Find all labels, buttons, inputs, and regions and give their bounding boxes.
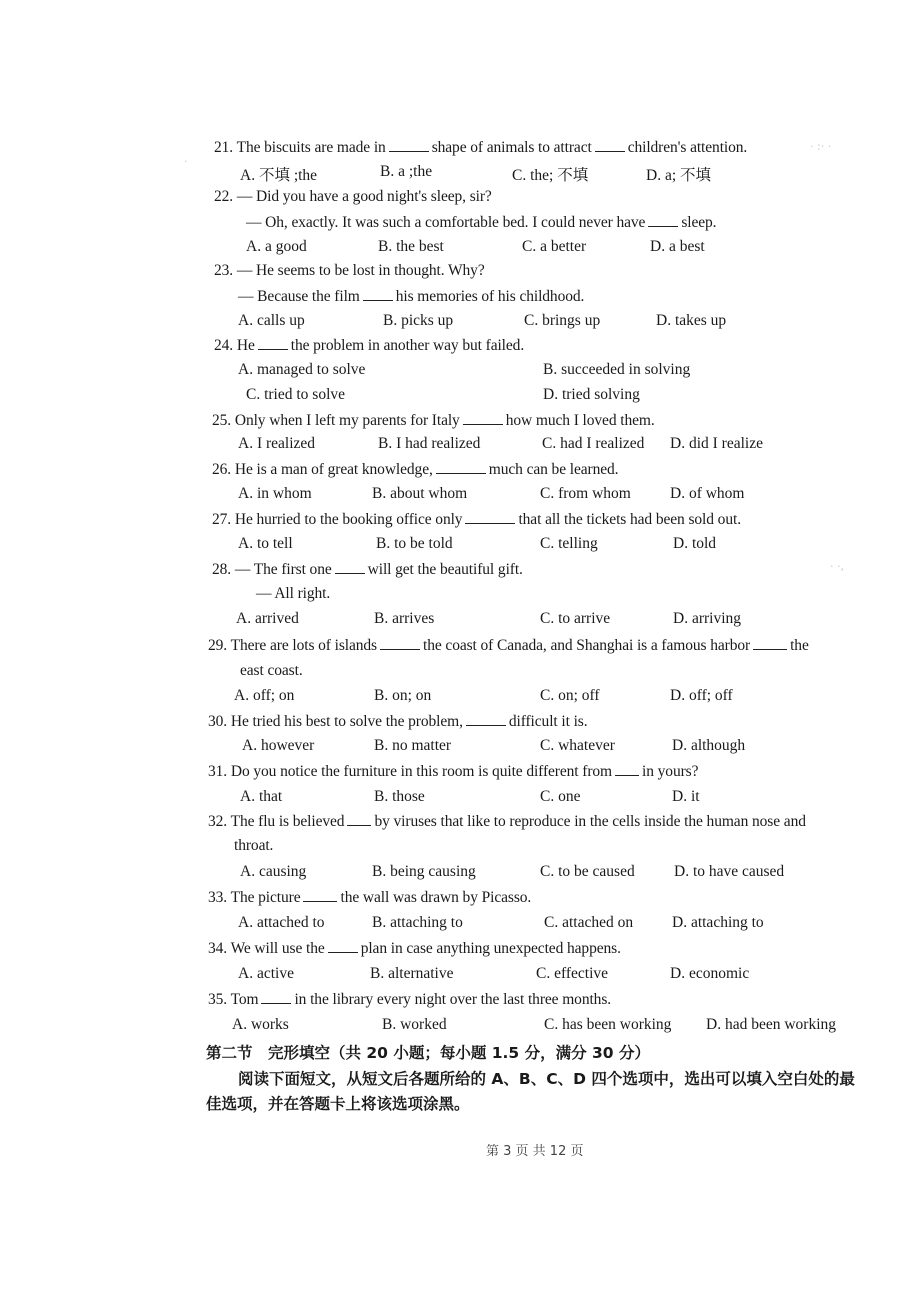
- option-d: D. a best: [650, 238, 705, 255]
- scan-noise: ·: [184, 155, 188, 168]
- question-text: 29. There are lots of islands: [208, 637, 377, 654]
- question-32-line2: throat.: [234, 837, 274, 854]
- option-d: D. it: [672, 788, 700, 805]
- question-33: [208, 888, 531, 907]
- option-a: A. a good: [246, 238, 307, 255]
- question-22: 22. — Did you have a good night's sleep, sir?: [214, 188, 492, 205]
- question-text: children's attention.: [627, 139, 748, 156]
- option-a: A. attached to: [238, 914, 325, 931]
- option-a: A. calls up: [238, 312, 305, 329]
- question-text: the: [790, 637, 809, 654]
- option-c: C. has been working: [544, 1016, 672, 1033]
- option-b: B. those: [374, 788, 425, 805]
- option-c: C. had I realized: [542, 435, 645, 452]
- option-a: A. active: [238, 965, 294, 982]
- question-22-reply: [246, 213, 716, 232]
- option-a: A. I realized: [238, 435, 316, 452]
- option-a: A. causing: [240, 863, 307, 880]
- option-d: D. told: [673, 535, 717, 552]
- question-text: that all the tickets had been sold out.: [518, 511, 741, 528]
- question-text: by viruses that like to reproduce in the cells inside the human nose and: [374, 813, 806, 830]
- question-23-reply: [238, 287, 584, 306]
- option-c: C. from whom: [540, 485, 631, 502]
- option-a: A. in whom: [238, 485, 312, 502]
- question-text: the wall was drawn by Picasso.: [340, 889, 532, 906]
- option-a: A. to tell: [238, 535, 293, 552]
- option-c: C. to be caused: [540, 863, 635, 880]
- option-d: D. economic: [670, 965, 750, 982]
- question-text: — Because the film: [238, 288, 360, 305]
- page-number: 第 3 页 共 12 页: [486, 1144, 584, 1159]
- option-b: B. I had realized: [378, 435, 481, 452]
- question-text: 33. The picture: [208, 889, 301, 906]
- question-text: 35. Tom: [208, 991, 259, 1008]
- answer-blank: [261, 990, 291, 1004]
- question-text: 26. He is a man of great knowledge,: [212, 461, 433, 478]
- option-b: B. on; on: [374, 687, 432, 704]
- question-text: his memories of his childhood.: [395, 288, 585, 305]
- answer-blank: [648, 213, 678, 227]
- question-29-line2: east coast.: [240, 662, 303, 679]
- question-30: [208, 712, 587, 731]
- option-c: C. telling: [540, 535, 598, 552]
- option-d: D. arriving: [673, 610, 742, 627]
- question-31: [208, 762, 698, 781]
- question-text: 21. The biscuits are made in: [214, 139, 386, 156]
- option-b: B. picks up: [383, 312, 454, 329]
- scan-noise: · :· ·: [810, 140, 832, 153]
- option-c: C. whatever: [540, 737, 615, 754]
- question-25: [212, 411, 655, 430]
- option-b: B. about whom: [372, 485, 468, 502]
- option-d: D. takes up: [656, 312, 727, 329]
- answer-blank: [436, 460, 486, 474]
- question-text: 27. He hurried to the booking office only: [212, 511, 463, 528]
- option-b: B. to be told: [376, 535, 453, 552]
- option-c: C. to arrive: [540, 610, 611, 627]
- section-instruction-cont: 佳选项，并在答题卡上将该选项涂黑。: [206, 1095, 470, 1113]
- option-b: B. being causing: [372, 863, 476, 880]
- question-23: 23. — He seems to be lost in thought. Why?: [214, 262, 485, 279]
- option-b: B. attaching to: [372, 914, 463, 931]
- option-c: C. the; 不填: [512, 167, 589, 184]
- option-d: D. a; 不填: [646, 167, 712, 184]
- answer-blank: [466, 712, 506, 726]
- question-text: in the library every night over the last three months.: [294, 991, 612, 1008]
- question-text: 24. He: [214, 337, 255, 354]
- option-d: D. attaching to: [672, 914, 764, 931]
- question-text: will get the beautiful gift.: [367, 561, 523, 578]
- option-d: D. did I realize: [670, 435, 763, 452]
- option-b: B. a ;the: [380, 163, 433, 180]
- answer-blank: [303, 888, 337, 902]
- question-text: 28. — The first one: [212, 561, 332, 578]
- question-29: [208, 636, 809, 655]
- option-c: C. effective: [536, 965, 609, 982]
- question-28: [212, 560, 523, 579]
- option-d: D. although: [672, 737, 746, 754]
- answer-blank: [595, 138, 625, 152]
- answer-blank: [347, 812, 371, 826]
- answer-blank: [258, 336, 288, 350]
- question-text: the problem in another way but failed.: [290, 337, 525, 354]
- option-b: B. worked: [382, 1016, 447, 1033]
- question-text: how much I loved them.: [505, 412, 655, 429]
- question-26: [212, 460, 618, 479]
- question-text: 25. Only when I left my parents for Italy: [212, 412, 460, 429]
- question-35: [208, 990, 611, 1009]
- answer-blank: [328, 939, 358, 953]
- question-text: sleep.: [681, 214, 717, 231]
- option-c: C. on; off: [540, 687, 600, 704]
- answer-blank: [389, 138, 429, 152]
- question-text: 32. The flu is believed: [208, 813, 345, 830]
- option-d: D. to have caused: [674, 863, 785, 880]
- question-text: shape of animals to attract: [431, 139, 592, 156]
- question-27: [212, 510, 741, 529]
- option-c: C. attached on: [544, 914, 634, 931]
- question-28-reply: — All right.: [256, 585, 331, 602]
- question-text: the coast of Canada, and Shanghai is a famous harbor: [423, 637, 751, 654]
- option-a: A. that: [240, 788, 283, 805]
- option-a: A. 不填 ;the: [240, 167, 318, 184]
- question-text: 30. He tried his best to solve the problem,: [208, 713, 463, 730]
- question-text: difficult it is.: [508, 713, 588, 730]
- section-instruction: 阅读下面短文，从短文后各题所给的 A、B、C、D 四个选项中，选出可以填入空白处的最: [238, 1070, 855, 1088]
- question-24: [214, 336, 524, 355]
- option-b: B. no matter: [374, 737, 452, 754]
- question-text: — Oh, exactly. It was such a comfortable bed. I could never have: [246, 214, 646, 231]
- answer-blank: [753, 636, 787, 650]
- question-text: plan in case anything unexpected happens.: [360, 940, 621, 957]
- option-b: B. alternative: [370, 965, 454, 982]
- section-title: 第二节 完形填空（共 20 小题；每小题 1.5 分，满分 30 分）: [206, 1044, 650, 1062]
- question-text: 31. Do you notice the furniture in this room is quite different from: [208, 763, 613, 780]
- option-c: C. brings up: [524, 312, 601, 329]
- option-a: A. works: [232, 1016, 289, 1033]
- option-d: D. off; off: [670, 687, 733, 704]
- option-a: A. off; on: [234, 687, 295, 704]
- option-c: C. one: [540, 788, 581, 805]
- question-text: in yours?: [642, 763, 699, 780]
- option-d: D. had been working: [706, 1016, 836, 1033]
- question-21: [214, 138, 747, 157]
- question-text: much can be learned.: [488, 461, 619, 478]
- question-text: 34. We will use the: [208, 940, 325, 957]
- option-d: D. of whom: [670, 485, 745, 502]
- question-32: [208, 812, 806, 831]
- option-c: C. a better: [522, 238, 587, 255]
- answer-blank: [463, 411, 503, 425]
- option-b: B. the best: [378, 238, 444, 255]
- option-b: B. succeeded in solving: [543, 361, 691, 378]
- question-34: [208, 939, 621, 958]
- answer-blank: [380, 636, 420, 650]
- option-b: B. arrives: [374, 610, 435, 627]
- option-d: D. tried solving: [543, 386, 640, 403]
- answer-blank: [335, 560, 365, 574]
- option-a: A. managed to solve: [238, 361, 366, 378]
- option-a: A. arrived: [236, 610, 299, 627]
- answer-blank: [363, 287, 393, 301]
- option-a: A. however: [242, 737, 315, 754]
- scan-noise: · ·,: [830, 560, 844, 573]
- answer-blank: [615, 762, 639, 776]
- option-c: C. tried to solve: [246, 386, 346, 403]
- answer-blank: [465, 510, 515, 524]
